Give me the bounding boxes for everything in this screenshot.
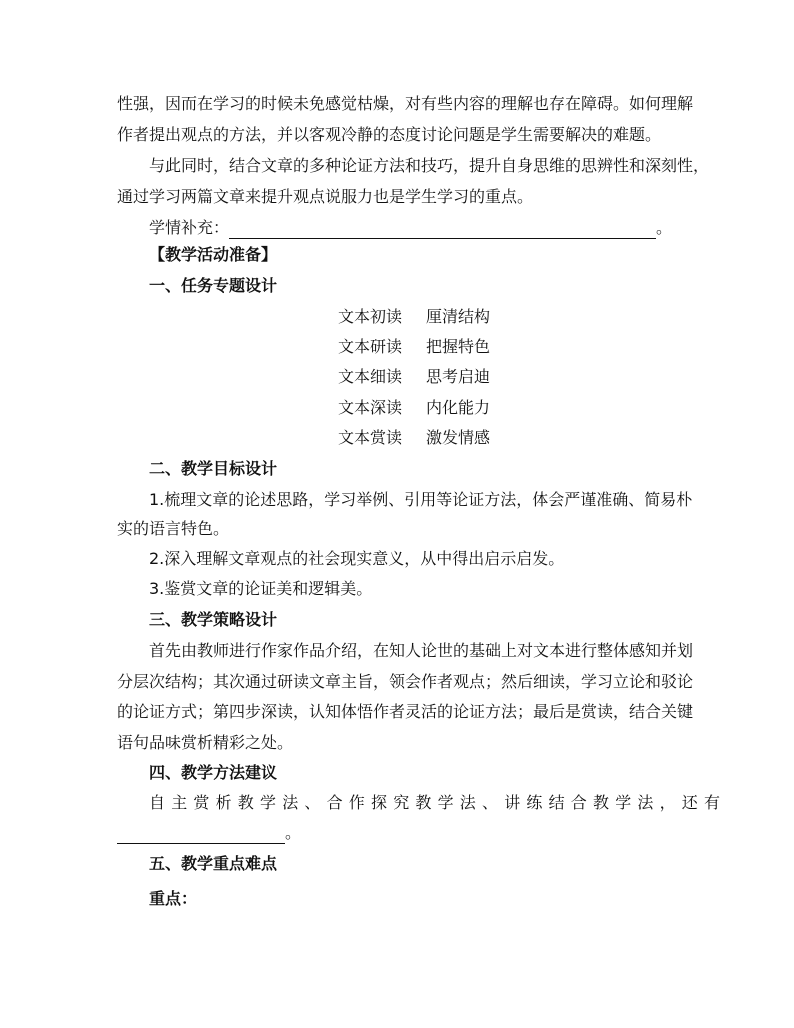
- supplement-line: [149, 217, 672, 239]
- task-stage: 文本赏读: [338, 428, 403, 447]
- objective-item-continued: 实的语言特色。: [117, 519, 230, 538]
- task-row: [338, 397, 490, 419]
- task-stage: 文本深读: [338, 398, 403, 417]
- section-heading: 五、教学重点难点: [149, 854, 278, 873]
- task-row: [338, 366, 490, 388]
- task-goal: 厘清结构: [426, 307, 491, 326]
- section-heading: 三、教学策略设计: [149, 610, 278, 629]
- task-goal: 把握特色: [426, 337, 491, 356]
- supplement-blank[interactable]: [229, 220, 656, 239]
- objective-item: 1.梳理文章的论述思路，学习举例、引用等论证方法，体会严谨准确、简易朴: [149, 490, 693, 509]
- task-stage: 文本细读: [338, 367, 403, 386]
- task-row: [338, 306, 490, 328]
- paragraph-line: 通过学习两篇文章来提升观点说服力也是学生学习的重点。: [117, 187, 534, 206]
- task-stage: 文本研读: [338, 337, 403, 356]
- task-stage: 文本初读: [338, 307, 403, 326]
- methods-end: 。: [285, 823, 302, 842]
- task-goal: 思考启迪: [426, 367, 491, 386]
- paragraph-line: 分层次结构；其次通过研读文章主旨，领会作者观点；然后细读，学习立论和驳论: [117, 672, 694, 691]
- paragraph-line: 性强，因而在学习的时候未免感觉枯燥，对有些内容的理解也存在障碍。如何理解: [117, 94, 694, 113]
- task-goal: 激发情感: [426, 428, 491, 447]
- paragraph-line: 与此同时，结合文章的多种论证方法和技巧，提升自身思维的思辨性和深刻性，: [149, 156, 710, 175]
- methods-blank-line: [117, 822, 301, 844]
- paragraph-line: 语句品味赏析精彩之处。: [117, 733, 294, 752]
- paragraph-line: 的论证方式；第四步深读，认知体悟作者灵活的论证方法；最后是赏读，结合关键: [117, 702, 694, 721]
- supplement-end: 。: [656, 218, 673, 237]
- task-row: [338, 336, 490, 358]
- paragraph-line: 首先由教师进行作家作品介绍，在知人论世的基础上对文本进行整体感知并划: [149, 641, 694, 660]
- objective-item: 2.深入理解文章观点的社会现实意义，从中得出启示启发。: [149, 549, 565, 568]
- objective-item: 3.鉴赏文章的论证美和逻辑美。: [149, 579, 373, 598]
- key-label: 重点：: [149, 889, 198, 908]
- prep-heading: 【教学活动准备】: [149, 245, 278, 264]
- section-heading: 四、教学方法建议: [149, 763, 278, 782]
- paragraph-line: 作者提出观点的方法，并以客观冷静的态度讨论问题是学生需要解决的难题。: [117, 125, 662, 144]
- paragraph-line: 自主赏析教学法、合作探究教学法、讲练结合教学法，还有: [149, 793, 727, 812]
- methods-blank[interactable]: [117, 825, 285, 844]
- task-row: [338, 427, 490, 449]
- section-heading: 二、教学目标设计: [149, 459, 278, 478]
- supplement-label: 学情补充：: [149, 218, 230, 237]
- task-goal: 内化能力: [426, 398, 491, 417]
- section-heading: 一、任务专题设计: [149, 276, 278, 295]
